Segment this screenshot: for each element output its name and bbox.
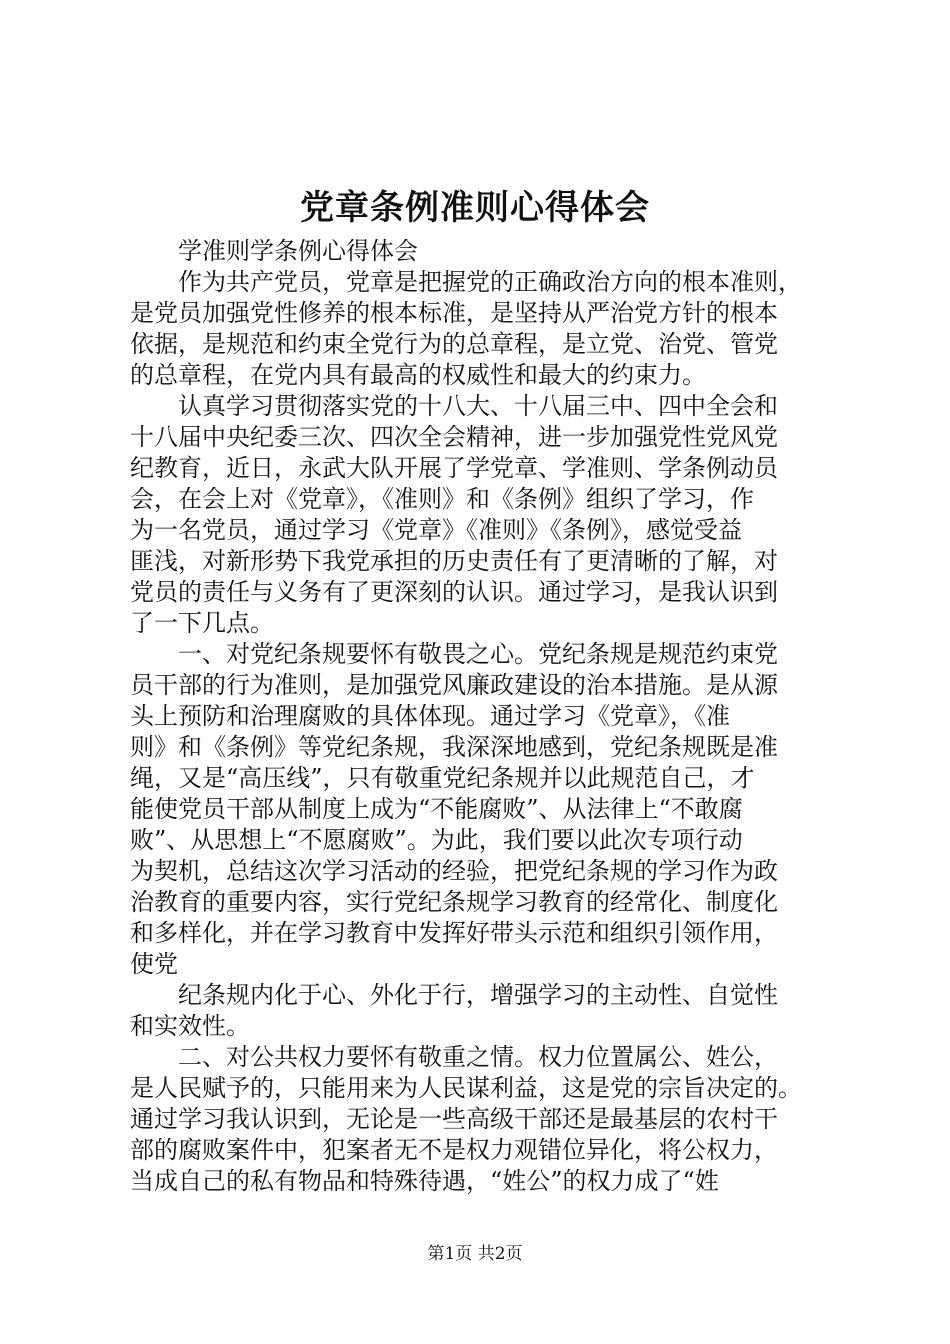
text-line: 使党 (130, 950, 178, 978)
text-line: 员干部的行为准则，是加强党风廉政建设的治本措施。是从源 (130, 671, 778, 699)
text-line: 为一名党员，通过学习《党章》《准则》《条例》，感觉受益 (130, 516, 742, 544)
text-line: 治教育的重要内容，实行党纪条规学习教育的经常化、制度化 (130, 888, 778, 916)
text-line: 会，在会上对《党章》，《准则》和《条例》组织了学习，作 (130, 485, 754, 513)
text-line: 和实效性。 (130, 1012, 250, 1040)
text-line: 当成自己的私有物品和特殊待遇，“姓公”的权力成了“姓 (130, 1167, 719, 1195)
text-line: 能使党员干部从制度上成为“不能腐败”、从法律上“不敢腐 (130, 795, 743, 823)
document-body (130, 236, 835, 1197)
text-line: 头上预防和治理腐败的具体体现。通过学习《党章》，《准 (130, 702, 730, 730)
text-line: 部的腐败案件中，犯案者无不是权力观错位异化，将公权力， (130, 1136, 778, 1164)
text-line: 则》和《条例》等党纪条规，我深深地感到，党纪条规既是准 (130, 733, 778, 761)
text-line: 是人民赋予的，只能用来为人民谋利益，这是党的宗旨决定的。 (130, 1074, 802, 1102)
text-line: 二、对公共权力要怀有敬重之情。权力位置属公、姓公， (178, 1043, 778, 1071)
text-line: 是党员加强党性修养的根本标准，是坚持从严治党方针的根本 (130, 299, 778, 327)
text-line: 通过学习我认识到，无论是一些高级干部还是最基层的农村干 (130, 1105, 778, 1133)
text-line: 绳，又是“高压线”，只有敬重党纪条规并以此规范自己，才 (130, 764, 755, 792)
text-line: 十八届中央纪委三次、四次全会精神，进一步加强党性党风党 (130, 423, 778, 451)
text-line: 学准则学条例心得体会 (178, 237, 418, 265)
document-title: 党章条例准则心得体会 (300, 188, 650, 228)
text-line: 纪教育，近日，永武大队开展了学党章、学准则、学条例动员 (130, 454, 778, 482)
text-line: 匪浅，对新形势下我党承担的历史责任有了更清晰的了解，对 (130, 547, 778, 575)
text-line: 作为共产党员，党章是把握党的正确政治方向的根本准则， (178, 268, 802, 296)
text-line: 依据，是规范和约束全党行为的总章程，是立党、治党、管党 (130, 330, 778, 358)
text-line: 的总章程，在党内具有最高的权威性和最大的约束力。 (130, 361, 706, 389)
page-footer: 第1页 共2页 (427, 1244, 523, 1264)
text-line: 纪条规内化于心、外化于行，增强学习的主动性、自觉性 (178, 981, 778, 1009)
text-line: 党员的责任与义务有了更深刻的认识。通过学习，是我认识到 (130, 578, 778, 606)
text-line: 一、对党纪条规要怀有敬畏之心。党纪条规是规范约束党 (178, 640, 778, 668)
text-line: 认真学习贯彻落实党的十八大、十八届三中、四中全会和 (178, 392, 778, 420)
text-line: 和多样化，并在学习教育中发挥好带头示范和组织引领作用， (130, 919, 778, 947)
text-line: 为契机，总结这次学习活动的经验，把党纪条规的学习作为政 (130, 857, 778, 885)
text-line: 败”、从思想上“不愿腐败”。为此，我们要以此次专项行动 (130, 826, 743, 854)
text-line: 了一下几点。 (130, 609, 274, 637)
